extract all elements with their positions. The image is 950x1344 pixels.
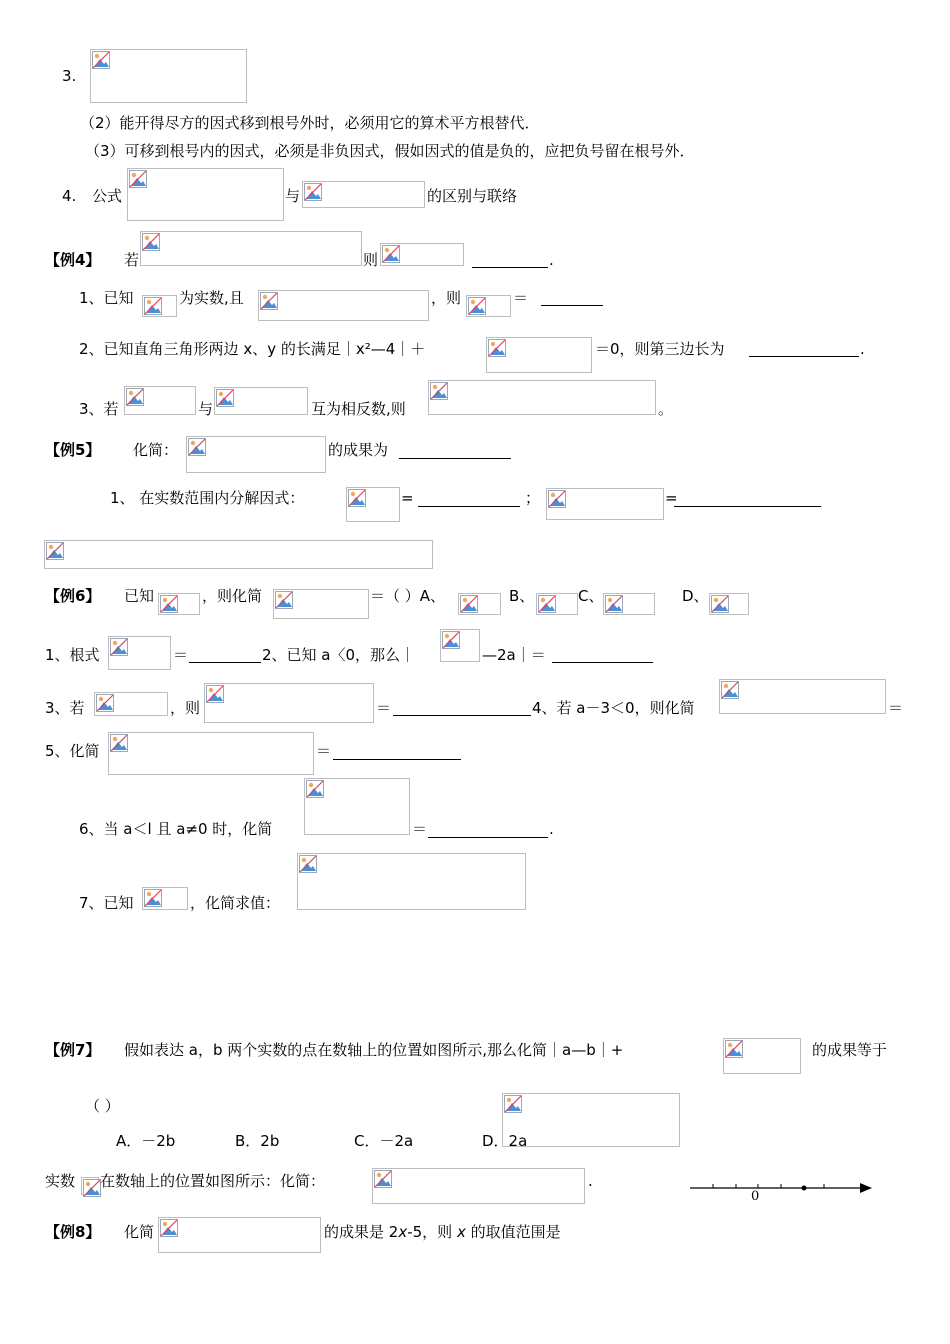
broken-image-icon xyxy=(302,181,425,208)
broken-image-icon xyxy=(258,290,429,321)
answer-blank xyxy=(749,356,859,357)
text: 与 xyxy=(198,400,214,418)
broken-image-icon xyxy=(719,679,886,714)
text: ＝ xyxy=(173,646,189,664)
text: 2、已知直角三角形两边 x、y 的长满足｜x²—4｜＋ xyxy=(79,340,426,358)
item-number: 3. xyxy=(62,67,77,85)
text: 2、已知 a〈0，那么｜ xyxy=(262,646,416,664)
text: 7、已知 xyxy=(79,894,134,912)
example-label: 【例7】 xyxy=(45,1041,101,1059)
broken-image-icon xyxy=(108,732,314,775)
broken-image-icon xyxy=(158,1217,321,1253)
answer-blank xyxy=(552,662,653,663)
broken-image-icon xyxy=(372,1168,585,1204)
text: = xyxy=(401,489,414,507)
text: 1、根式 xyxy=(45,646,100,664)
broken-image-icon xyxy=(142,295,177,317)
text: 的成果等于 xyxy=(812,1041,888,1059)
text: 的成果为 xyxy=(328,441,389,459)
text: （ ） xyxy=(85,1097,120,1115)
answer-blank xyxy=(393,715,531,716)
text: ＝ xyxy=(316,742,332,760)
answer-blank xyxy=(428,837,548,838)
text: ，则化简 xyxy=(202,587,263,605)
broken-image-icon xyxy=(204,683,374,723)
text: 6、当 a＜l 且 a≠0 时，化简 xyxy=(79,820,273,838)
text: ，则 xyxy=(431,289,462,307)
text xyxy=(324,1222,561,1242)
example-label: 【例6】 xyxy=(45,587,101,605)
text: 互为相反数,则 xyxy=(311,400,406,418)
broken-image-icon xyxy=(458,593,501,615)
option-a: A．－2b xyxy=(116,1132,176,1150)
text: ，则 xyxy=(170,699,201,717)
text: 则 xyxy=(363,251,379,269)
broken-image-icon xyxy=(158,593,200,615)
answer-blank xyxy=(541,305,603,306)
broken-image-icon xyxy=(186,436,326,473)
broken-image-icon xyxy=(709,593,749,615)
text: 假如表达 a，b 两个实数的点在数轴上的位置如图所示,那么化简｜a—b｜+ xyxy=(124,1041,624,1059)
text: 实数 xyxy=(45,1172,76,1190)
broken-image-icon xyxy=(440,629,480,662)
answer-blank xyxy=(189,662,261,663)
broken-image-icon xyxy=(94,692,168,716)
text: 3、若 xyxy=(79,400,119,418)
variable: x xyxy=(398,1223,408,1241)
answer-blank xyxy=(418,506,520,507)
text: 若 xyxy=(124,251,140,269)
answer-blank xyxy=(674,506,821,507)
text: 化简： xyxy=(133,441,179,459)
broken-image-icon xyxy=(546,488,664,520)
broken-image-icon xyxy=(502,1093,680,1147)
broken-image-icon xyxy=(536,593,578,615)
broken-image-icon xyxy=(214,387,308,415)
text: ＝ xyxy=(513,289,529,307)
text: ＝ xyxy=(412,820,428,838)
text: 公式 xyxy=(92,187,123,205)
broken-image-icon xyxy=(127,168,284,221)
text: 1、 在实数范围内分解因式： xyxy=(110,489,305,507)
broken-image-icon xyxy=(124,386,196,415)
text: B、 xyxy=(509,587,535,605)
broken-image-icon xyxy=(304,778,410,835)
text: ＝ xyxy=(376,699,392,717)
text: 已知 xyxy=(124,587,155,605)
axis-point xyxy=(802,1186,807,1191)
text: 4、若 a－3＜0，则化简 xyxy=(532,699,695,717)
text: 为实数,且 xyxy=(179,289,244,307)
text: 与 xyxy=(285,187,301,205)
rule-text: （2）能开得尽方的因式移到根号外时，必须用它的算术平方根替代． xyxy=(80,114,540,132)
option-d: D．2a xyxy=(482,1132,528,1150)
option-b: B．2b xyxy=(235,1132,280,1150)
item-number: 4. xyxy=(62,187,77,205)
broken-image-icon xyxy=(380,243,464,266)
option-c: C．－2a xyxy=(354,1132,414,1150)
text: 的成果是 2 xyxy=(324,1223,399,1241)
text: -5，则 xyxy=(407,1223,457,1241)
variable: x xyxy=(456,1223,466,1241)
text: C、 xyxy=(578,587,604,605)
axis-zero-label: 0 xyxy=(751,1189,760,1204)
text: = xyxy=(665,489,678,507)
example-label: 【例8】 xyxy=(45,1223,101,1241)
broken-image-icon xyxy=(466,295,511,317)
example-label: 【例4】 xyxy=(45,251,101,269)
text: ＝ xyxy=(888,699,904,717)
text: ＝（ ）A、 xyxy=(370,587,446,605)
broken-image-icon xyxy=(140,231,362,266)
text: . xyxy=(549,251,554,269)
broken-image-icon xyxy=(603,593,655,615)
answer-blank xyxy=(399,458,511,459)
text: ＝0，则第三边长为 xyxy=(595,340,725,358)
broken-image-icon xyxy=(44,540,433,569)
text: 的取值范围是 xyxy=(465,1223,561,1241)
broken-image-icon xyxy=(297,853,526,910)
text: ，化简求值： xyxy=(190,894,281,912)
text: . xyxy=(860,340,865,358)
text: D、 xyxy=(682,587,709,605)
number-line xyxy=(688,1176,874,1206)
text: —2a｜＝ xyxy=(482,646,546,664)
broken-image-icon xyxy=(81,1177,99,1195)
text: 5、化简 xyxy=(45,742,100,760)
example-label: 【例5】 xyxy=(45,441,101,459)
broken-image-icon xyxy=(273,589,369,619)
text: 在数轴上的位置如图所示：化简： xyxy=(100,1172,326,1190)
answer-blank xyxy=(333,759,461,760)
text: ； xyxy=(525,489,541,507)
text: 1、已知 xyxy=(79,289,134,307)
answer-blank xyxy=(472,267,548,268)
text: 。 xyxy=(658,400,674,418)
text: 3、若 xyxy=(45,699,85,717)
broken-image-icon xyxy=(346,487,400,522)
text: 的区别与联络 xyxy=(427,187,518,205)
broken-image-icon xyxy=(90,49,247,103)
broken-image-icon xyxy=(723,1038,801,1074)
broken-image-icon xyxy=(108,636,171,670)
text: . xyxy=(549,820,554,838)
rule-text: （3）可移到根号内的因式，必须是非负因式，假如因式的值是负的，应把负号留在根号外． xyxy=(85,142,695,160)
broken-image-icon xyxy=(486,337,592,373)
text: . xyxy=(588,1172,593,1190)
broken-image-icon xyxy=(142,887,188,910)
text: 化简 xyxy=(124,1223,155,1241)
broken-image-icon xyxy=(428,380,656,415)
